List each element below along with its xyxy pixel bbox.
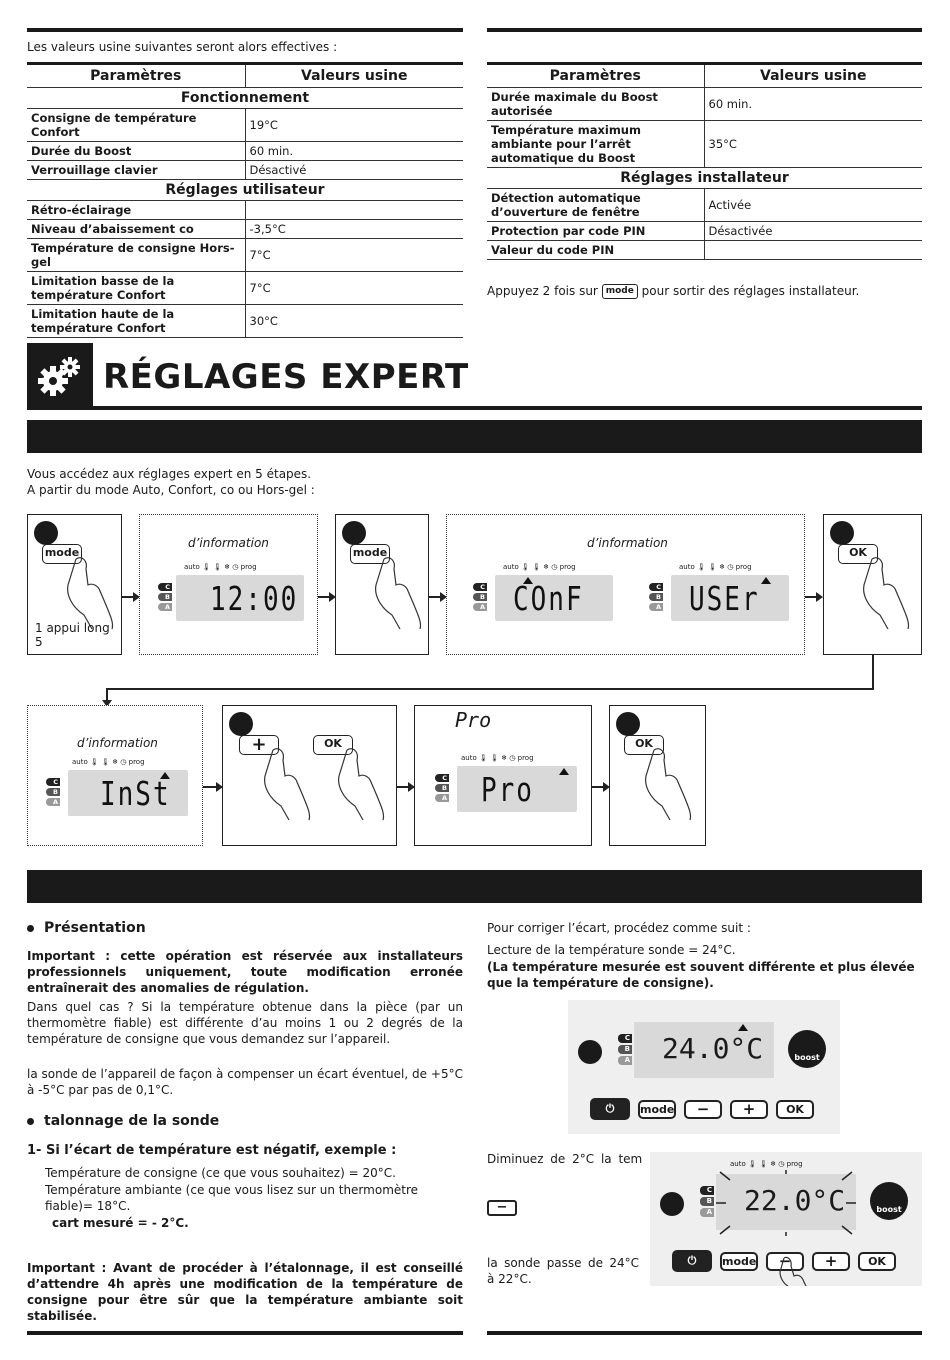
badge-c: C [158,583,172,591]
badge-c: C [435,774,449,782]
ok-button[interactable]: OK [624,735,664,755]
page-title: RÉGLAGES EXPERT [103,357,469,397]
hand-icon [858,555,913,630]
gears-icon [27,343,93,410]
title-underline [93,406,922,410]
factory-values-table-right [487,62,922,260]
badge-a: A [435,794,449,802]
step-1-caption: 1 appui long 5 [35,621,110,649]
sensor-note-text: (La température mesurée est souvent différente et plus élevée que la température de consigne). [487,960,915,990]
case-1-line-2: Température ambiante (ce que vous lisez sur un thermomètre fiable)= 18°C. [45,1183,419,1213]
black-bar-2 [27,870,922,903]
hand-icon [62,555,117,630]
lcd-digits: Pro [481,772,534,810]
row-value [704,241,922,260]
power-button[interactable]: ⏻ [590,1098,630,1120]
presentation-para-1: Dans quel cas ? Si la température obtenue dans la pièce (par un thermomètre fiable) est différente d’au moins 1 ou 2 degrés de la température de consigne que vous demandez sur l’appareil. [27,1000,463,1046]
row-value [245,201,463,220]
power-button[interactable]: ⏻ [672,1250,712,1272]
presentation-para-2: la sonde de l’appareil de façon à compenser un écart éventuel, de +5°C à -5°C par pas de 0,1°C. [27,1067,463,1097]
badge-b: B [649,593,663,601]
mode-key: mode [602,284,638,299]
lcd-mode-icons: auto 🌡 🌡 ❄ ◷ prog [461,754,534,762]
hand-icon [259,746,314,821]
row-value: Activée [704,189,922,222]
case-1-line-1: Température de consigne (ce que vous souhaitez) = 20°C. [45,1166,396,1180]
section-fonctionnement: Fonctionnement [27,88,463,109]
step-pro-display [414,705,592,846]
badge-c: C [649,583,663,591]
badge-a: A [700,1208,714,1217]
decrease-text: Diminuez de 2°C la tem [487,1152,643,1166]
step-number-5 [616,712,640,736]
badge-b: B [158,593,172,601]
steps-intro-2: A partir du mode Auto, Confort, co ou Hors-gel : [27,483,315,497]
row-key: Verrouillage clavier [27,161,245,180]
badge-b: B [46,788,60,796]
badge-a: A [473,603,487,611]
row-value: 35°C [704,121,922,168]
steps-intro-1: Vous accédez aux réglages expert en 5 étapes. [27,467,312,481]
gears-icon-box [27,343,93,410]
lcd-digits: 24.0°C [662,1032,764,1065]
hand-icon [333,746,388,821]
boost-label: boost [794,1053,820,1062]
lcd-mode-icons: auto 🌡 🌡 ❄ ◷ prog [184,563,257,571]
col-header-values: Valeurs usine [704,64,922,88]
lcd-indicator-icon [761,577,771,584]
hand-icon [640,746,695,821]
hand-icon [370,555,425,630]
lcd-indicator-icon [559,768,569,775]
lcd-display [154,561,309,625]
arrow-right [318,596,334,598]
pro-caption: Pro [455,708,492,732]
connector-line [872,655,874,689]
mode-button[interactable]: mode [638,1100,676,1119]
row-key: Durée du Boost [27,142,245,161]
step-5 [609,705,706,846]
step-number-icon [578,1040,602,1064]
col-header-values: Valeurs usine [245,64,463,88]
boost-button[interactable] [870,1182,908,1220]
minus-button[interactable]: − [766,1252,804,1271]
lcd-cba-badges [700,1186,714,1219]
row-value: 19°C [245,109,463,142]
row-key: Rétro-éclairage [27,201,245,220]
lcd-mode-icons: auto 🌡 🌡 ❄ ◷ prog [679,563,752,571]
info-panel-1 [139,514,318,655]
mode-button[interactable]: mode [720,1252,758,1271]
lcd-display [42,756,197,820]
arrow-right [429,596,445,598]
row-key: Protection par code PIN [487,222,704,241]
row-value: Désactivé [245,161,463,180]
badge-b: B [435,784,449,792]
badge-c: C [618,1034,632,1043]
badge-b: B [700,1197,714,1206]
step-number-4 [229,712,253,736]
row-key: Température maximum ambiante pour l’arrêt automatique du Boost [487,121,704,168]
ok-button[interactable]: OK [776,1100,814,1119]
correction-intro: Pour corriger l’écart, procédez comme suit : [487,921,751,935]
connector-line [106,688,874,690]
important-text: Important : cette opération est réservée aux installateurs professionnels uniquement, toute modification erronée entraînerait des anomalies de régulation. [27,949,463,995]
black-bar-1 [27,420,922,453]
row-value: 60 min. [704,88,922,121]
badge-a: A [649,603,663,611]
row-key: Limitation basse de la température Confort [27,272,245,305]
arrow-right [397,786,413,788]
row-value: 30°C [245,305,463,338]
boost-button[interactable] [788,1030,826,1068]
arrow-right [592,786,608,788]
case-1-heading: 1- Si l’écart de température est négatif, exemple : [27,1143,397,1158]
etalonnage-heading: talonnage de la sonde [27,1113,219,1129]
mode-button[interactable]: mode [42,544,82,564]
badge-c: C [473,583,487,591]
badge-c: C [46,778,60,786]
lcd-display [431,752,586,816]
step-number-2 [342,521,366,545]
top-rule-left [27,28,463,32]
ok-button[interactable]: OK [858,1252,896,1271]
sensor-change-text: la sonde passe de 24°C à 22°C. [487,1256,639,1286]
bottom-rule-left [27,1331,463,1335]
ok-button[interactable]: OK [838,544,878,564]
exit-instruction [487,284,859,299]
info-panel-3 [27,705,203,846]
exit-text-after: pour sortir des réglages installateur. [641,284,860,298]
badge-c: C [700,1186,714,1195]
info-label: d’information [77,736,158,750]
lcd-digits: 22.0°C [744,1184,846,1217]
row-key: Niveau d’abaissement co [27,220,245,239]
important-note [27,948,463,996]
badge-b: B [473,593,487,601]
important-note-2 [27,1260,463,1324]
lcd-cba-badges [618,1034,632,1067]
row-value: -3,5°C [245,220,463,239]
info-label: d’information [587,536,668,550]
row-key: Durée maximale du Boost autorisée [487,88,704,121]
badge-b: B [618,1045,632,1054]
intro-text: Les valeurs usine suivantes seront alors effectives : [27,40,338,54]
section-banner [27,343,922,410]
minus-button[interactable]: − [684,1100,722,1119]
col-header-params: Paramètres [27,64,245,88]
lcd-cba-badges [435,774,449,804]
lcd-mode-icons: auto 🌡 🌡 ❄ ◷ prog [503,563,576,571]
ok-button[interactable]: OK [313,735,353,755]
info-label: d’information [188,536,269,550]
lcd-digits: 12:00 [210,581,299,619]
mode-button[interactable]: mode [350,544,390,564]
step-number-3 [830,521,854,545]
info-panel-2 [446,514,805,655]
row-value: 7°C [245,272,463,305]
step-number-icon [660,1192,684,1216]
badge-a: A [618,1056,632,1065]
plus-button[interactable]: + [812,1252,850,1271]
lcd-digits: COnF [513,581,584,619]
row-key: Limitation haute de la température Confort [27,305,245,338]
lcd-mode-icons: auto 🌡 🌡 ❄ ◷ prog [72,758,145,766]
factory-values-table-left [27,62,463,338]
lcd-cba-badges [649,583,663,613]
lcd-indicator-icon [738,1024,748,1031]
step-4 [222,705,397,846]
arrow-right [805,596,821,598]
lcd-display-user [645,561,800,625]
exit-text-before: Appuyez 2 fois sur [487,284,598,298]
minus-key: − [487,1200,517,1216]
arrow-right [122,596,138,598]
important-text-2: Important : Avant de procéder à l’étalonnage, il est conseillé d’attendre 4h après une modification de la température de consigne pour être sûr que la température ambiante soit stabilisée. [27,1261,463,1323]
lcd-cba-badges [46,778,60,808]
hand-icon [778,1256,818,1286]
device-panel-1 [568,1000,840,1134]
top-rule-right [487,28,922,32]
case-1-line-3: cart mesuré = - 2°C. [52,1216,189,1230]
section-reglages-installateur: Réglages installateur [487,168,922,189]
device-panel-2 [650,1152,922,1286]
step-2 [335,514,429,655]
bottom-rule-right [487,1331,922,1335]
lcd-digits: USEr [689,581,760,619]
presentation-heading: Présentation [27,920,146,936]
lcd-cba-badges [158,583,172,613]
section-reglages-utilisateur: Réglages utilisateur [27,180,463,201]
row-key: Détection automatique d’ouverture de fenêtre [487,189,704,222]
sensor-note [487,959,922,991]
step-1 [27,514,122,655]
lcd-mode-icons: auto 🌡 🌡 ❄ ◷ prog [730,1160,803,1168]
boost-label: boost [876,1205,902,1214]
row-key: Valeur du code PIN [487,241,704,260]
lcd-cba-badges [473,583,487,613]
row-key: Consigne de température Confort [27,109,245,142]
badge-a: A [46,798,60,806]
step-number-1 [34,521,58,545]
row-key: Température de consigne Hors-gel [27,239,245,272]
row-value: 60 min. [245,142,463,161]
arrow-right [203,786,221,788]
plus-button[interactable]: + [730,1100,768,1119]
row-value: 7°C [245,239,463,272]
sensor-reading: Lecture de la température sonde = 24°C. [487,943,736,957]
col-header-params: Paramètres [487,64,704,88]
plus-button[interactable]: + [239,735,279,755]
lcd-display-conf [469,561,624,625]
lcd-digits: InSt [100,776,171,814]
badge-a: A [158,603,172,611]
step-3 [823,514,922,655]
row-value: Désactivée [704,222,922,241]
